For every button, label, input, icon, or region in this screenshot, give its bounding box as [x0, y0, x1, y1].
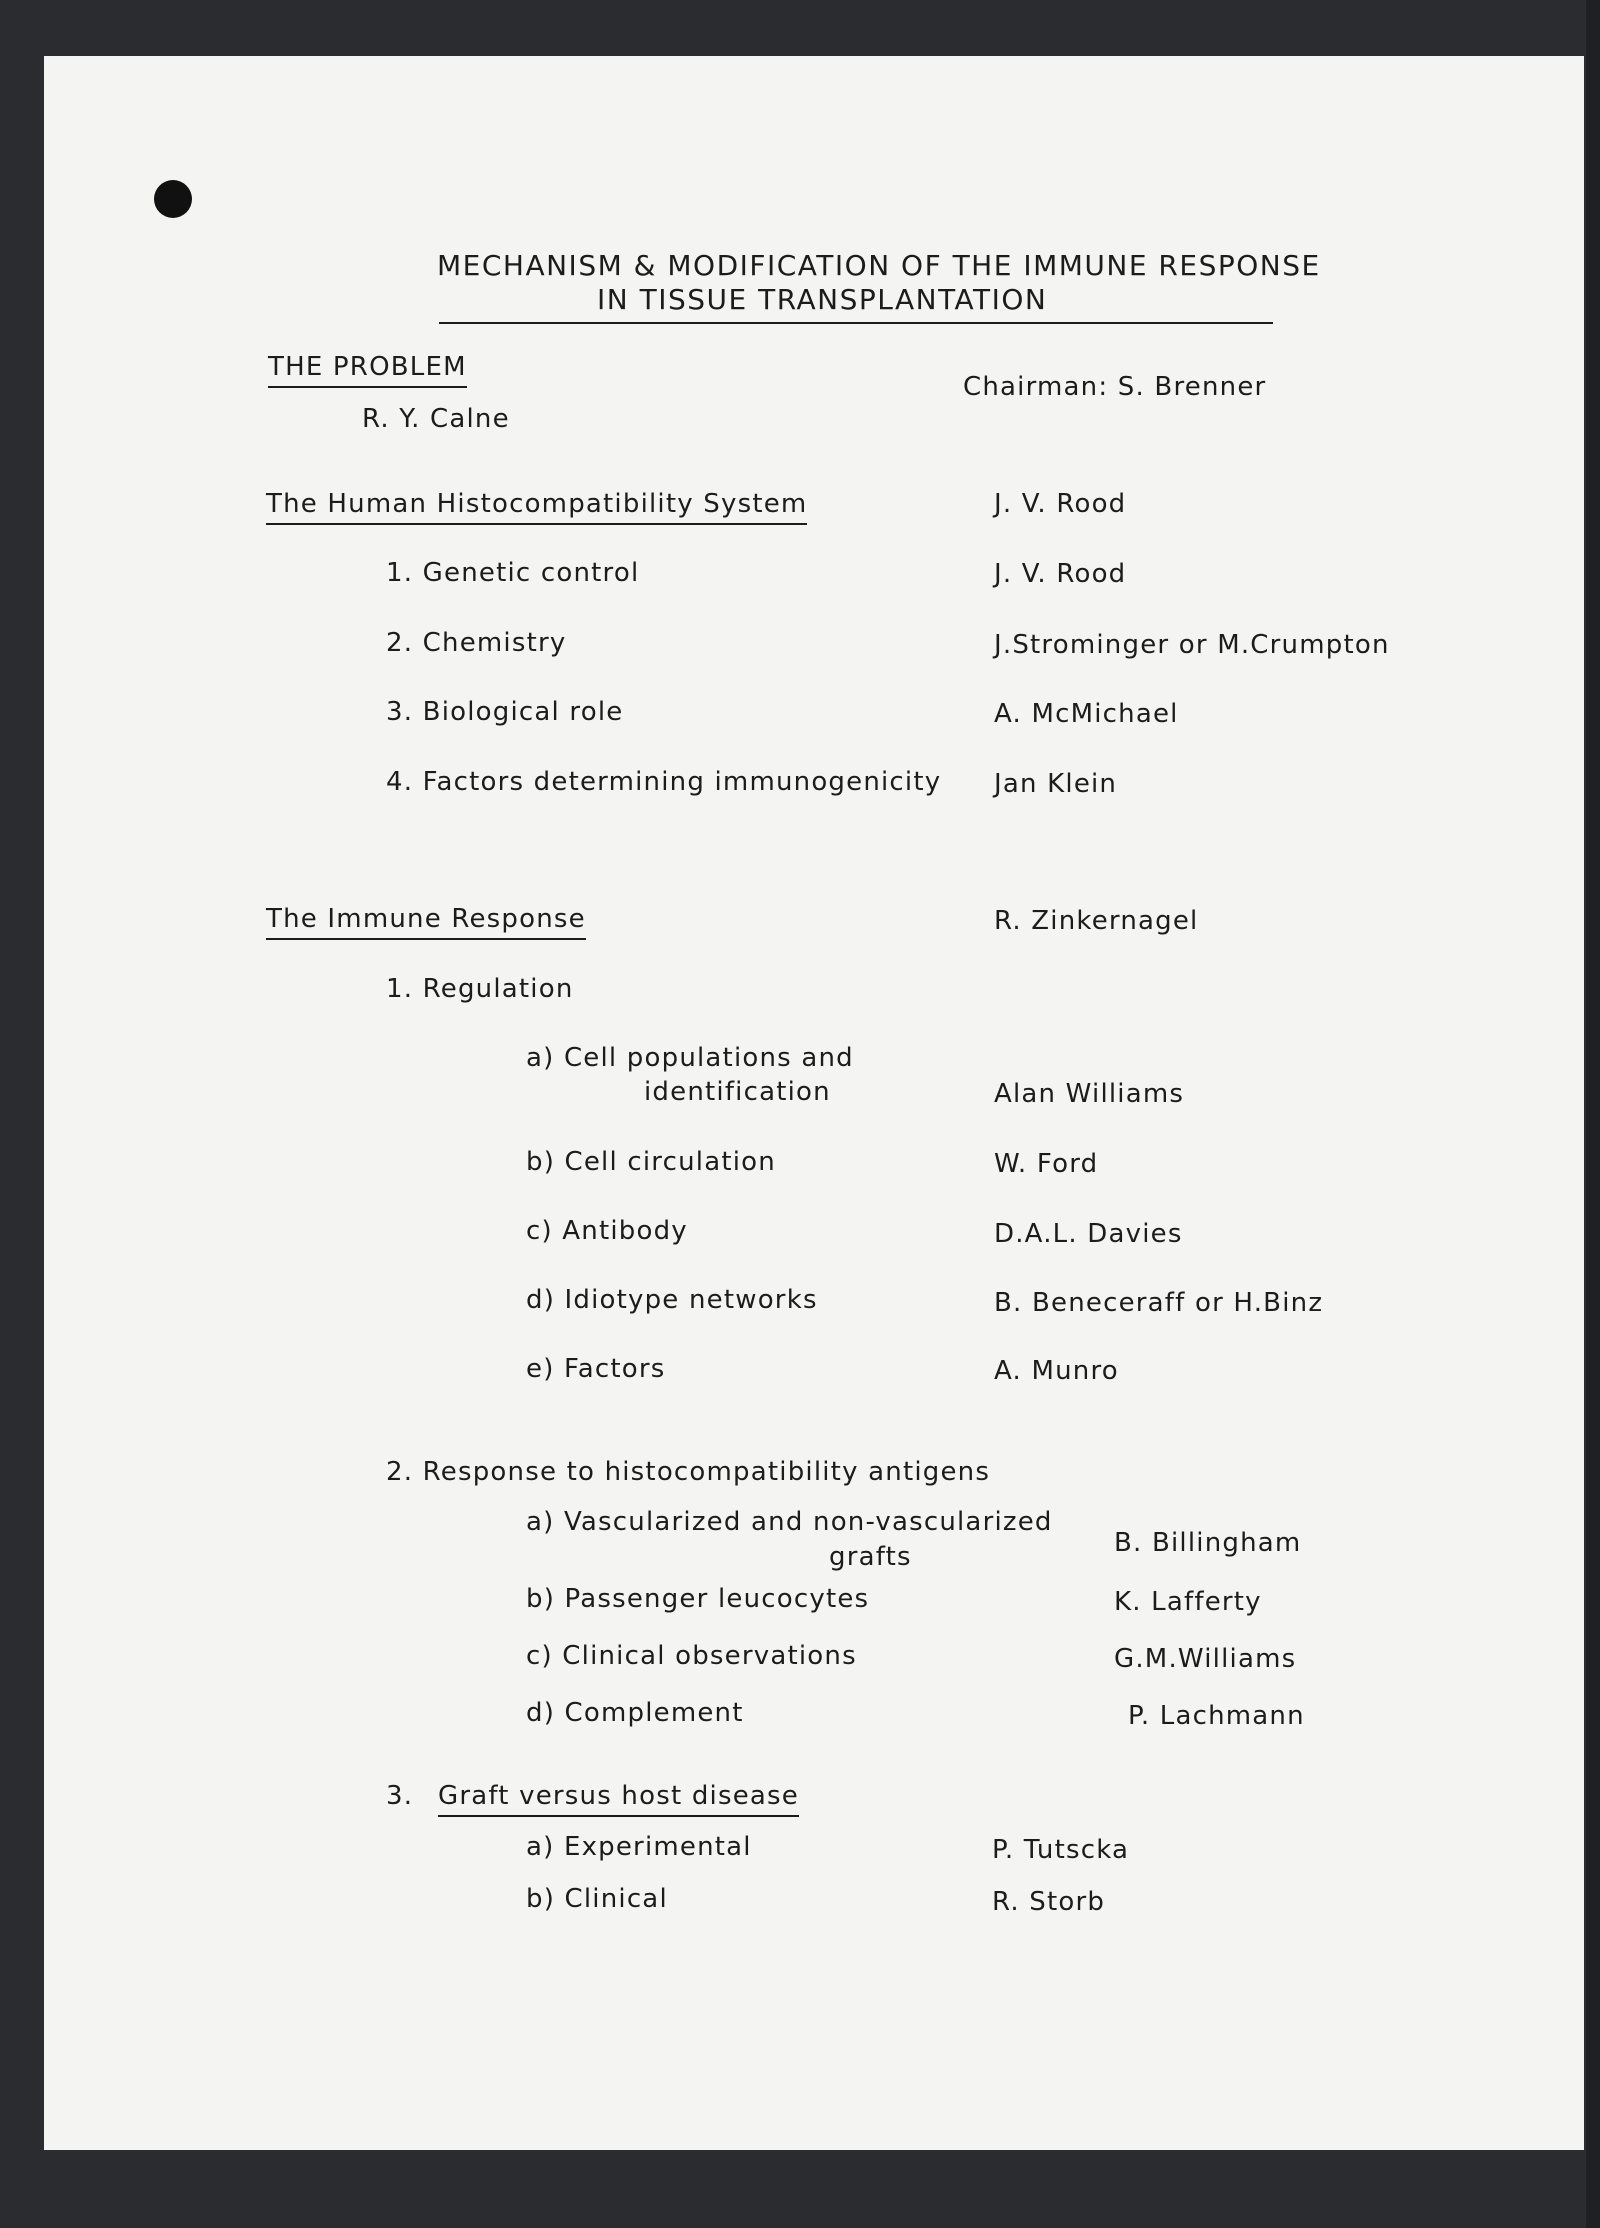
antigens-item-speaker: P. Lachmann — [1128, 1701, 1305, 1731]
histo-item-label: 4. Factors determining immunogenicity — [386, 767, 942, 797]
regulation-item-speaker: W. Ford — [994, 1149, 1099, 1179]
gvhd-number: 3. — [386, 1781, 414, 1811]
gvhd-heading: Graft versus host disease — [438, 1783, 799, 1817]
histo-item-speaker: Jan Klein — [994, 769, 1118, 799]
problem-heading: THE PROBLEM — [268, 354, 467, 388]
regulation-item-label-cont: identification — [644, 1077, 831, 1107]
chairman: Chairman: S. Brenner — [963, 372, 1267, 402]
histocompatibility-speaker: J. V. Rood — [994, 489, 1127, 519]
histo-item-speaker: A. McMichael — [994, 699, 1179, 729]
regulation-item-speaker: A. Munro — [994, 1356, 1119, 1386]
gvhd-item-speaker: P. Tutscka — [992, 1835, 1130, 1865]
immune-response-speaker: R. Zinkernagel — [994, 906, 1199, 936]
antigens-item-label: d) Complement — [526, 1698, 744, 1728]
title-underline — [439, 322, 1273, 324]
problem-speaker: R. Y. Calne — [362, 404, 510, 434]
histo-antigens-label: 2. Response to histocompatibility antigens — [386, 1457, 991, 1487]
immune-response-heading: The Immune Response — [266, 906, 586, 940]
regulation-item-speaker: Alan Williams — [994, 1079, 1185, 1109]
histo-item-label: 1. Genetic control — [386, 558, 640, 588]
regulation-item-label: c) Antibody — [526, 1216, 688, 1246]
regulation-item-label: d) Idiotype networks — [526, 1285, 818, 1315]
antigens-item-label: c) Clinical observations — [526, 1641, 857, 1671]
antigens-item-speaker: B. Billingham — [1114, 1528, 1302, 1558]
histo-item-label: 3. Biological role — [386, 697, 624, 727]
antigens-item-label-cont: grafts — [829, 1542, 912, 1572]
histo-item-speaker: J.Strominger or M.Crumpton — [994, 630, 1390, 660]
punch-hole — [154, 180, 192, 218]
title-line-1: MECHANISM & MODIFICATION OF THE IMMUNE RESPONSE — [437, 249, 1321, 282]
antigens-item-speaker: G.M.Williams — [1114, 1644, 1297, 1674]
title-line-2: IN TISSUE TRANSPLANTATION — [597, 283, 1048, 316]
antigens-item-label: b) Passenger leucocytes — [526, 1584, 870, 1614]
gvhd-item-label: a) Experimental — [526, 1832, 752, 1862]
document-page — [44, 56, 1584, 2150]
gvhd-item-label: b) Clinical — [526, 1884, 668, 1914]
antigens-item-speaker: K. Lafferty — [1114, 1587, 1262, 1617]
gvhd-item-speaker: R. Storb — [992, 1887, 1106, 1917]
regulation-label: 1. Regulation — [386, 974, 574, 1004]
regulation-item-label: b) Cell circulation — [526, 1147, 776, 1177]
regulation-item-speaker: B. Beneceraff or H.Binz — [994, 1288, 1324, 1318]
histo-item-label: 2. Chemistry — [386, 628, 567, 658]
histo-item-speaker: J. V. Rood — [994, 559, 1127, 589]
histocompatibility-heading: The Human Histocompatibility System — [266, 491, 807, 525]
regulation-item-label: a) Cell populations and — [526, 1043, 854, 1073]
regulation-item-label: e) Factors — [526, 1354, 666, 1384]
antigens-item-label: a) Vascularized and non-vascularized — [526, 1507, 1053, 1537]
regulation-item-speaker: D.A.L. Davies — [994, 1219, 1183, 1249]
scan-border — [1586, 0, 1600, 2228]
